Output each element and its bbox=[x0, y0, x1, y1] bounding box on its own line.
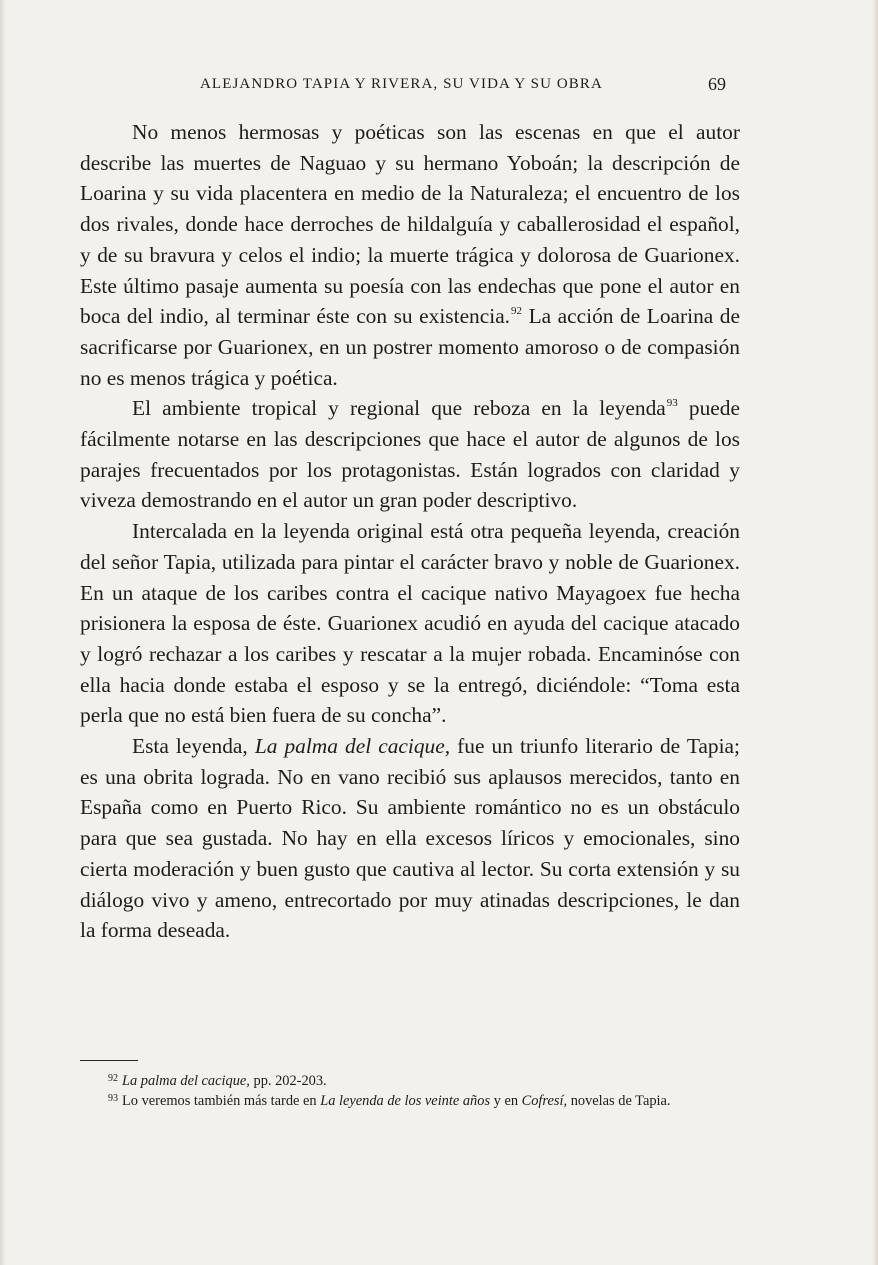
footnote-title: La leyenda de los veinte años bbox=[320, 1093, 491, 1109]
work-title: La palma del cacique, bbox=[254, 734, 451, 759]
paragraph-text: puede fácilmente notarse en las descripciones que hace el autor de algunos de los parajes frecuentados por los protagonistas. Están logrados con claridad y viveza demostrando en el autor un gran poder descriptivo. bbox=[80, 396, 740, 513]
footnote-93 bbox=[80, 1091, 740, 1111]
footnote-title: Cofresí, bbox=[521, 1093, 568, 1109]
body-text bbox=[80, 117, 740, 946]
footnote-text: y en bbox=[490, 1093, 522, 1109]
paragraph-2 bbox=[80, 393, 740, 516]
paragraph-text: Esta leyenda, bbox=[132, 734, 255, 759]
scan-edge-right bbox=[872, 0, 878, 1265]
footnotes bbox=[80, 1071, 740, 1111]
footnote-text: Lo veremos también más tarde en bbox=[122, 1093, 321, 1109]
footnote-separator bbox=[80, 1060, 138, 1061]
paragraph-text: fue un triunfo literario de Tapia; es una obrita lograda. No en vano recibió sus aplausos merecidos, tanto en España como en Puerto Rico. Su ambiente romántico no es un obstáculo para que sea gustada. No hay en ella excesos líricos y emocionales, sino cierta moderación y buen gusto que cautiva al lector. Su corta extensión y su diálogo vivo y ameno, entrecortado por muy atinadas descripciones, le dan la forma deseada. bbox=[80, 734, 740, 943]
paragraph-text: Intercalada en la leyenda original está otra pequeña leyenda, creación del señor Tapia, utilizada para pintar el carácter bravo y noble de Guarionex. En un ataque de los caribes contra el cacique nativo Mayagoex fue hecha prisionera la esposa de éste. Guarionex acudió en ayuda del cacique atacado y logró rechazar a los caribes y rescatar a la mujer robada. Encaminóse con ella hacia donde estaba el esposo y se la entregó, diciéndole: “Toma esta perla que no está bien fuera de su concha”. bbox=[80, 519, 740, 728]
scan-edge-left bbox=[0, 0, 6, 1265]
footnote-text: novelas de Tapia. bbox=[567, 1093, 671, 1109]
page-header bbox=[0, 72, 878, 102]
footnote-number: 93 bbox=[108, 1093, 118, 1104]
footnote-92 bbox=[80, 1071, 740, 1091]
paragraph-text: La acción de Loarina de sacrificarse por Guarionex, en un postrer momento amoroso o de compasión no es menos trágica y poética. bbox=[80, 304, 740, 390]
footnote-ref-92: 92 bbox=[511, 305, 523, 318]
paragraph-text: No menos hermosas y poéticas son las escenas en que el autor describe las muertes de Naguao y su hermano Yoboán; la descripción de Loarina y su vida placentera en medio de la Naturaleza; el encuentro de los dos rivales, donde hace derroches de hildalguía y caballerosidad el español, y de su bravura y celos el indio; la muerte trágica y dolorosa de Guarionex. Este último pasaje aumenta su poesía con las endechas que pone el autor en boca del indio, al terminar éste con su existencia. bbox=[80, 120, 740, 329]
paragraph-1 bbox=[80, 117, 740, 393]
footnote-title: La palma del cacique, bbox=[122, 1073, 250, 1089]
paragraph-3 bbox=[80, 516, 740, 731]
running-title: ALEJANDRO TAPIA Y RIVERA, SU VIDA Y SU OBRA bbox=[200, 76, 603, 92]
footnote-text: pp. 202-203. bbox=[249, 1073, 327, 1089]
footnote-number: 92 bbox=[108, 1073, 118, 1084]
footnote-ref-93: 93 bbox=[666, 397, 678, 410]
page-number: 69 bbox=[708, 74, 726, 94]
paragraph-4 bbox=[80, 731, 740, 946]
paragraph-text: El ambiente tropical y regional que reboza en la leyenda bbox=[132, 396, 666, 421]
